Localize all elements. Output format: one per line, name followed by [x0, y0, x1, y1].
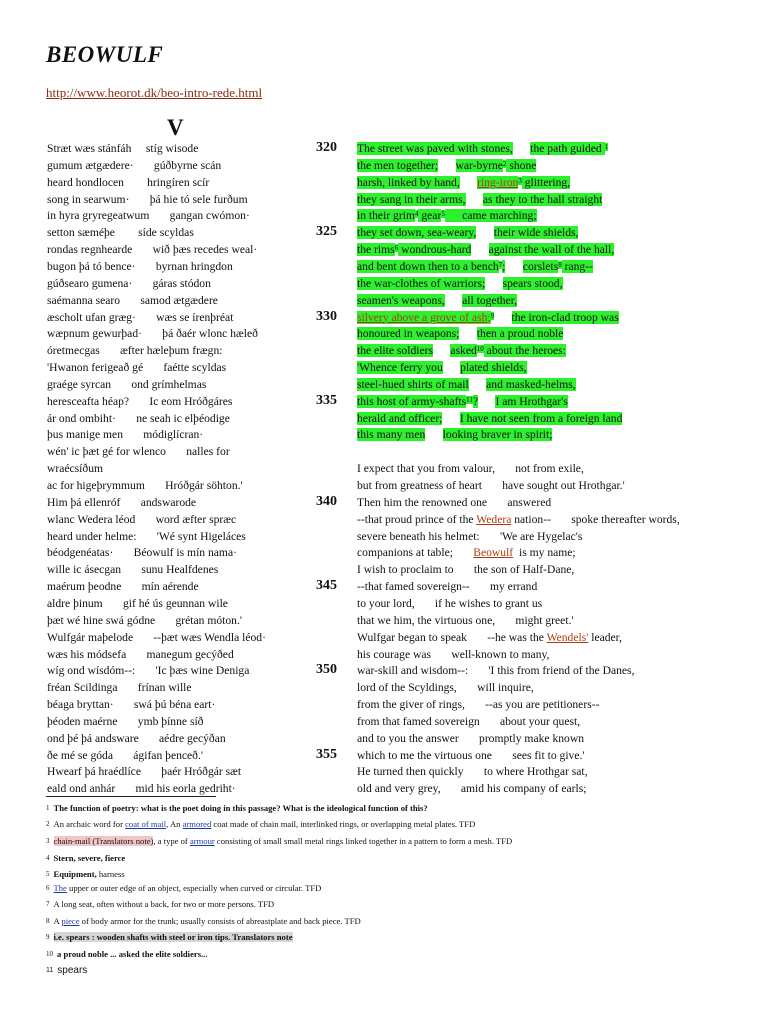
old-english-text: gumum ætgædere· gúðbyrne scán: [47, 158, 222, 172]
poem-line: [0, 730, 768, 747]
poem-line: [0, 410, 768, 427]
translation-segment: [494, 311, 511, 324]
translation-segment: [459, 327, 476, 340]
footnote-text: of body armor for the trunk; usually consists of abreastplate and back piece. TFD: [79, 916, 361, 926]
translation-text: [357, 342, 566, 359]
glossary-link[interactable]: ring-iron: [477, 175, 519, 189]
footnote-link[interactable]: piece: [61, 916, 80, 926]
translation-text: [357, 157, 536, 174]
translation-segment: plated shields,: [460, 361, 527, 375]
translation-segment: but from greatness of heart have sought out Hrothgar.': [357, 479, 625, 492]
translation-segment: came marching;: [444, 209, 537, 223]
translation-segment: in their grim: [357, 209, 415, 223]
old-english-text: heard under helme: 'Wé synt Higeláces: [47, 529, 246, 543]
translation-segment: lord of the Scyldings, will inquire,: [357, 681, 534, 695]
translation-segment: corslets: [522, 259, 559, 273]
document-title: BEOWULF: [46, 42, 164, 67]
translation-segment: [485, 277, 502, 290]
footnote-text: The function of poetry: what is the poet doing in this passage? What is the ideological function of this?: [53, 803, 428, 813]
translation-text: [357, 191, 602, 208]
poem-line: [0, 325, 768, 342]
poem-line: [0, 780, 768, 797]
footnote-number: 11: [46, 967, 54, 974]
translation-text: [357, 629, 622, 646]
translation-segment: asked: [450, 344, 477, 358]
translation-segment: against the wall of the hall,: [488, 243, 615, 257]
translation-text: [357, 325, 563, 342]
translation-segment: ?: [472, 394, 479, 408]
translation-text: [357, 224, 578, 241]
poem-line: [0, 359, 768, 376]
translation-text: [357, 426, 552, 443]
translation-text: [357, 561, 574, 578]
translation-text: [357, 207, 537, 224]
footnote-item: [46, 852, 125, 864]
footnote-text: , a type of: [153, 836, 190, 846]
translation-segment: I have not seen from a foreign land: [459, 411, 623, 425]
poem-line: [0, 561, 768, 578]
poem-line: [0, 342, 768, 359]
translation-text: [357, 696, 599, 713]
footnote-number: 6: [46, 884, 50, 892]
footnote-ref: 9: [490, 311, 495, 320]
translation-text: [357, 140, 608, 157]
translation-segment: --that famed sovereign-- my errand: [357, 580, 538, 594]
poem-line: [0, 679, 768, 696]
translation-segment: is my name;: [513, 546, 576, 560]
old-english-text: ac for higeþrymmum Hróðgár söhton.': [47, 479, 243, 492]
translation-segment: honoured in weapons;: [357, 327, 460, 341]
translation-segment: looking braver in spirit;: [442, 428, 553, 442]
translation-segment: [505, 260, 522, 273]
translation-segment: [438, 159, 455, 172]
footnote-text: consisting of small small metal rings linked together in a pattern to form a mesh. TFD: [214, 836, 513, 846]
old-english-text: setton sæméþe síde scyldas: [47, 226, 194, 240]
glossary-link[interactable]: Beowulf: [473, 546, 514, 560]
old-english-text: rondas regnhearde wið þæs recedes weal·: [47, 243, 258, 257]
translation-segment: ;: [502, 259, 506, 273]
translation-text: [357, 662, 634, 679]
source-link[interactable]: http://www.heorot.dk/beo-intro-rede.html: [46, 85, 263, 100]
old-english-text: aldre þinum gif hé ús geunnan wile: [47, 596, 228, 610]
footnote-separator: [46, 796, 216, 797]
translation-segment: nation-- spoke thereafter words,: [511, 512, 680, 526]
translation-segment: seamen's weapons,: [357, 293, 445, 307]
translation-text: [357, 612, 574, 629]
footnote-item: [46, 898, 274, 910]
poem-line: [0, 191, 768, 208]
translation-text: [357, 646, 549, 663]
footnote-number: 8: [46, 917, 50, 925]
poem-line: [0, 511, 768, 528]
poem-line: [0, 443, 768, 460]
translation-segment: the iron-clad troop was: [511, 310, 619, 324]
translation-segment: [433, 344, 450, 357]
old-english-text: ðe mé se góda ágifan þenceð.': [47, 748, 203, 762]
translation-segment: [443, 361, 460, 374]
line-number: 350: [316, 662, 337, 678]
translation-segment: severe beneath his helmet: 'We are Hygelac's: [357, 529, 583, 543]
translation-text: [357, 309, 619, 326]
footnote-number: 5: [46, 870, 50, 878]
footnote-text: , An: [166, 819, 183, 829]
translation-text: [357, 477, 625, 494]
poem-line: [0, 426, 768, 443]
footnote-ref: 7: [498, 260, 503, 269]
footnote-number: 7: [46, 900, 50, 908]
translation-segment: --that proud prince of the: [357, 512, 477, 526]
footnote-ref: 3: [518, 176, 522, 185]
old-english-text: wæs his módsefa manegum gecýðed: [47, 647, 234, 661]
translation-text: [357, 376, 576, 393]
old-english-text: heard hondlocen hringíren scír: [47, 175, 210, 189]
translation-segment: [460, 176, 477, 189]
line-number: 330: [316, 308, 337, 324]
translation-segment: shone: [506, 158, 537, 172]
old-english-text: wille ic ásecgan sunu Healfdenes: [47, 563, 219, 577]
translation-text: [357, 747, 584, 764]
old-english-text: óretmecgas æfter hæleþum frægn:: [47, 344, 223, 358]
translation-segment: [442, 412, 459, 425]
translation-segment: they sang in their arms,: [357, 192, 466, 206]
old-english-text: Hwearf þá hraédlíce þaér Hróðgár sæt: [47, 765, 242, 779]
old-english-text: maérum þeodne mín aérende: [47, 580, 199, 594]
translation-text: [357, 730, 584, 747]
poem-line: [0, 713, 768, 730]
footnote-ref: 5: [441, 210, 445, 219]
poem-line: [0, 528, 768, 545]
poem-line: [0, 157, 768, 174]
footnote-text: coat made of chain mail, interlinked rings, or overlapping metal plates. TFD: [211, 819, 476, 829]
translation-text: [357, 359, 527, 376]
footnote-number: 1: [46, 804, 50, 812]
old-english-text: wraécsíðum: [47, 462, 104, 476]
translation-segment: [425, 428, 442, 441]
translation-segment: the elite soldiers: [357, 344, 433, 358]
footnote-item: [46, 818, 475, 830]
translation-segment: Then him the renowned one answered: [357, 495, 552, 509]
line-number: 335: [316, 392, 337, 408]
footnote-link[interactable]: armored: [182, 819, 212, 829]
old-english-text: æscholt ufan græg· wæs se írenþréat: [47, 310, 234, 324]
footnote-text: spears: [57, 965, 88, 976]
poem-line: [0, 207, 768, 224]
footnote-link[interactable]: coat of mail: [125, 819, 167, 829]
footnote-text: An archaic word for: [53, 819, 126, 829]
old-english-text: béodgenéatas· Béowulf is mín nama·: [47, 546, 237, 560]
poem-line: [0, 140, 768, 157]
line-number: 340: [316, 493, 337, 509]
glossary-link[interactable]: silvery above a grove of ash;: [357, 310, 491, 324]
old-english-text: ond þé þá andsware aédre gecýðan: [47, 731, 226, 745]
old-english-text: 'Hwanon ferigeað gé faétte scyldas: [47, 361, 227, 375]
translation-text: [357, 241, 614, 258]
old-english-text: ár ond ombiht· ne seah ic elþéodige: [47, 411, 230, 425]
old-english-text: þæt wé hine swá gódne grétan móton.': [47, 613, 242, 627]
translation-segment: I expect that you from valour, not from exile,: [357, 462, 584, 476]
translation-segment: the rims: [357, 243, 395, 257]
translation-segment: I am Hrothgar's: [495, 394, 568, 408]
poem-line: [0, 763, 768, 780]
footnote-number: 10: [46, 950, 53, 958]
old-english-text: Wulfgár maþelode --þæt wæs Wendla léod·: [47, 630, 266, 644]
line-number: 320: [316, 140, 337, 155]
translation-segment: war-skill and wisdom--: 'I this from friend of the Danes,: [357, 664, 635, 678]
translation-text: [357, 511, 680, 528]
footnote-number: 9: [46, 933, 50, 941]
old-english-text: béaga bryttan· swá þú béna eart·: [47, 698, 216, 712]
translation-text: [357, 578, 537, 595]
footnote-text: A long seat, often without a back, for two or more persons. TFD: [53, 899, 275, 909]
translation-segment: this many men: [357, 428, 426, 442]
old-english-text: Stræt wæs stánfáh stíg wisode: [47, 142, 199, 155]
old-english-text: saémanna searo samod ætgædere: [47, 293, 218, 307]
footnote-number: 2: [46, 820, 50, 828]
translation-text: [357, 713, 580, 730]
translation-segment: companions at table;: [357, 546, 474, 560]
old-english-text: bugon þá tó bence· byrnan hringdon: [47, 259, 233, 273]
translation-text: [357, 393, 568, 410]
translation-segment: their wide shields,: [493, 226, 579, 240]
translation-text: [357, 258, 593, 275]
translation-segment: leader,: [588, 630, 622, 644]
translation-segment: [445, 294, 462, 307]
translation-segment: and bent down then to a bench: [357, 259, 499, 273]
translation-segment: they set down, sea-weary,: [357, 226, 477, 240]
translation-text: [357, 595, 542, 612]
translation-segment: gear: [418, 209, 442, 223]
poem-line: [0, 376, 768, 393]
old-english-text: Him þá ellenróf andswarode: [47, 495, 197, 509]
poem-line: [0, 460, 768, 477]
translation-text: [357, 780, 586, 797]
footnote-item: [46, 868, 125, 880]
footnote-number: 3: [46, 837, 50, 845]
translation-segment: war-byrne: [455, 158, 503, 172]
footnote-text: upper or outer edge of an object, especially when curved or circular. TFD: [66, 883, 322, 893]
poem-line: [0, 477, 768, 494]
old-english-text: wæpnum gewurþad· þá ðaér wlonc hæleð: [47, 327, 258, 341]
translation-segment: and to you the answer promptly make known: [357, 731, 585, 745]
translation-segment: the path guided: [530, 142, 605, 155]
translation-segment: steel-hued shirts of mail: [357, 377, 469, 391]
translation-segment: old and very grey, amid his company of earls;: [357, 782, 587, 796]
translation-segment: [478, 395, 495, 408]
footnote-item: [46, 915, 361, 927]
poem-line: [0, 662, 768, 679]
translation-segment: all together,: [462, 293, 518, 307]
translation-segment: The street was paved with stones,: [357, 142, 513, 155]
translation-segment: harsh, linked by hand,: [357, 175, 460, 189]
translation-text: [357, 544, 576, 561]
poem-line: [0, 174, 768, 191]
translation-segment: as they to the hall straight: [482, 192, 603, 206]
poem-line: [0, 646, 768, 663]
translation-segment: his courage was well-known to many,: [357, 647, 550, 661]
poem-line: [0, 275, 768, 292]
footnote-link[interactable]: armour: [189, 836, 215, 846]
translation-segment: about the heroes:: [483, 344, 566, 358]
translation-text: [357, 292, 517, 309]
poem-line: [0, 747, 768, 764]
poem-line: [0, 494, 768, 511]
poem-line: [0, 224, 768, 241]
translation-segment: and masked-helms,: [486, 377, 576, 391]
line-number: 345: [316, 578, 337, 594]
poem-line: [0, 241, 768, 258]
translation-segment: I wish to proclaim to the son of Half-Dane,: [357, 563, 575, 577]
old-english-text: gúðsearo gumena· gáras stódon: [47, 276, 211, 290]
translation-text: [357, 679, 534, 696]
translation-segment: He turned then quickly to where Hrothgar sat,: [357, 765, 588, 779]
translation-segment: this host of army-shafts: [357, 394, 467, 408]
poem-line: [0, 612, 768, 629]
footnote-item: [46, 931, 293, 943]
footnote-number: 4: [46, 854, 50, 862]
translation-text: [357, 460, 584, 477]
section-number: V: [167, 115, 184, 140]
old-english-text: wlanc Wedera léod word æfter spræc: [47, 512, 237, 526]
translation-segment: which to me the virtuous one sees fit to give.': [357, 748, 585, 762]
old-english-text: þus manige men módiglícran·: [47, 428, 204, 442]
translation-segment: the men together;: [357, 158, 439, 172]
footnote-text: i.e. spears : wooden shafts with steel or iron tips. Translators note: [53, 932, 293, 942]
translation-segment: from that famed sovereign about your quest,: [357, 714, 581, 728]
footnote-ref: 6: [394, 244, 399, 253]
translation-segment: [469, 378, 486, 391]
footnote-text: Equipment,: [53, 869, 99, 879]
footnote-ref: 4: [414, 210, 419, 219]
poem-line: [0, 629, 768, 646]
poem-line: [0, 578, 768, 595]
poem-line: [0, 309, 768, 326]
footnote-ref: 11: [466, 395, 473, 404]
translation-segment: glittering,: [521, 175, 571, 189]
footnote-ref: 2: [502, 159, 507, 168]
footnote-item: [46, 835, 512, 847]
translation-segment: to your lord, if he wishes to grant us: [357, 596, 543, 610]
translation-text: [357, 275, 563, 292]
footnote-text: Stern, severe, fierce: [53, 853, 126, 863]
glossary-link[interactable]: Wedera: [476, 512, 512, 526]
poem-line: [0, 258, 768, 275]
footnote-item: [46, 802, 428, 814]
old-english-text: eald ond anhár mid his eorla gedriht·: [47, 782, 236, 796]
old-english-text: graége syrcan ond grímhelmas: [47, 377, 207, 391]
old-english-text: wíg ond wísdóm--: 'Ic þæs wine Deniga: [47, 664, 250, 678]
footnote-ref: 1: [604, 143, 609, 151]
old-english-text: in hyra gryregeatwum gangan cwómon·: [47, 209, 250, 223]
poem-line: [0, 292, 768, 309]
old-english-text: wén' ic þæt gé for wlenco nalles for: [47, 445, 230, 459]
footnote-ref: 10: [476, 345, 484, 354]
footnote-link[interactable]: The: [53, 883, 67, 893]
poem-line: [0, 544, 768, 561]
poem-line: [0, 696, 768, 713]
poem-line: [0, 393, 768, 410]
translation-segment: [466, 193, 483, 206]
translation-segment: 'Whence ferry you: [357, 361, 443, 375]
translation-segment: from the giver of rings, --as you are petitioners--: [357, 698, 600, 712]
footnote-text: a proud noble ... asked the elite soldiers...: [57, 949, 208, 959]
translation-segment: herald and officer;: [357, 411, 443, 425]
translation-segment: [471, 243, 488, 256]
translation-segment: Wulfgar began to speak --he was the: [357, 630, 547, 644]
poem-line: [0, 595, 768, 612]
translation-segment: [513, 142, 530, 155]
translation-segment: rang--: [561, 259, 593, 273]
old-english-text: heresceafta héap? Ic eom Hróðgáres: [47, 394, 233, 408]
footnote-text: A: [53, 916, 62, 926]
translation-segment: the war-clothes of warriors;: [357, 276, 486, 290]
footnote-item: [46, 948, 207, 960]
footnote-item: [46, 965, 87, 977]
old-english-text: þéoden maérne ymb þínne síð: [47, 714, 204, 728]
translation-segment: that we him, the virtuous one, might greet.': [357, 613, 574, 627]
translation-segment: [476, 226, 493, 239]
line-number: 355: [316, 746, 337, 762]
footnote-text: harness: [98, 869, 125, 879]
translation-segment: wondrous-hard: [398, 243, 472, 257]
footnote-ref: 8: [558, 260, 562, 269]
old-english-text: song in searwum· þá hie tó sele furðum: [47, 192, 248, 206]
translation-segment: then a proud noble: [476, 327, 564, 341]
translation-segment: spears stood,: [502, 276, 563, 290]
translation-text: [357, 174, 570, 191]
line-number: 325: [316, 224, 337, 240]
footnote-item: [46, 882, 321, 894]
glossary-link[interactable]: Wendels': [546, 630, 589, 644]
footnote-text: chain-mail (Translators note): [53, 836, 154, 846]
translation-text: [357, 494, 551, 511]
translation-text: [357, 410, 622, 427]
translation-text: [357, 528, 582, 545]
translation-text: [357, 763, 588, 780]
old-english-text: fréan Scildinga frínan wille: [47, 681, 192, 695]
